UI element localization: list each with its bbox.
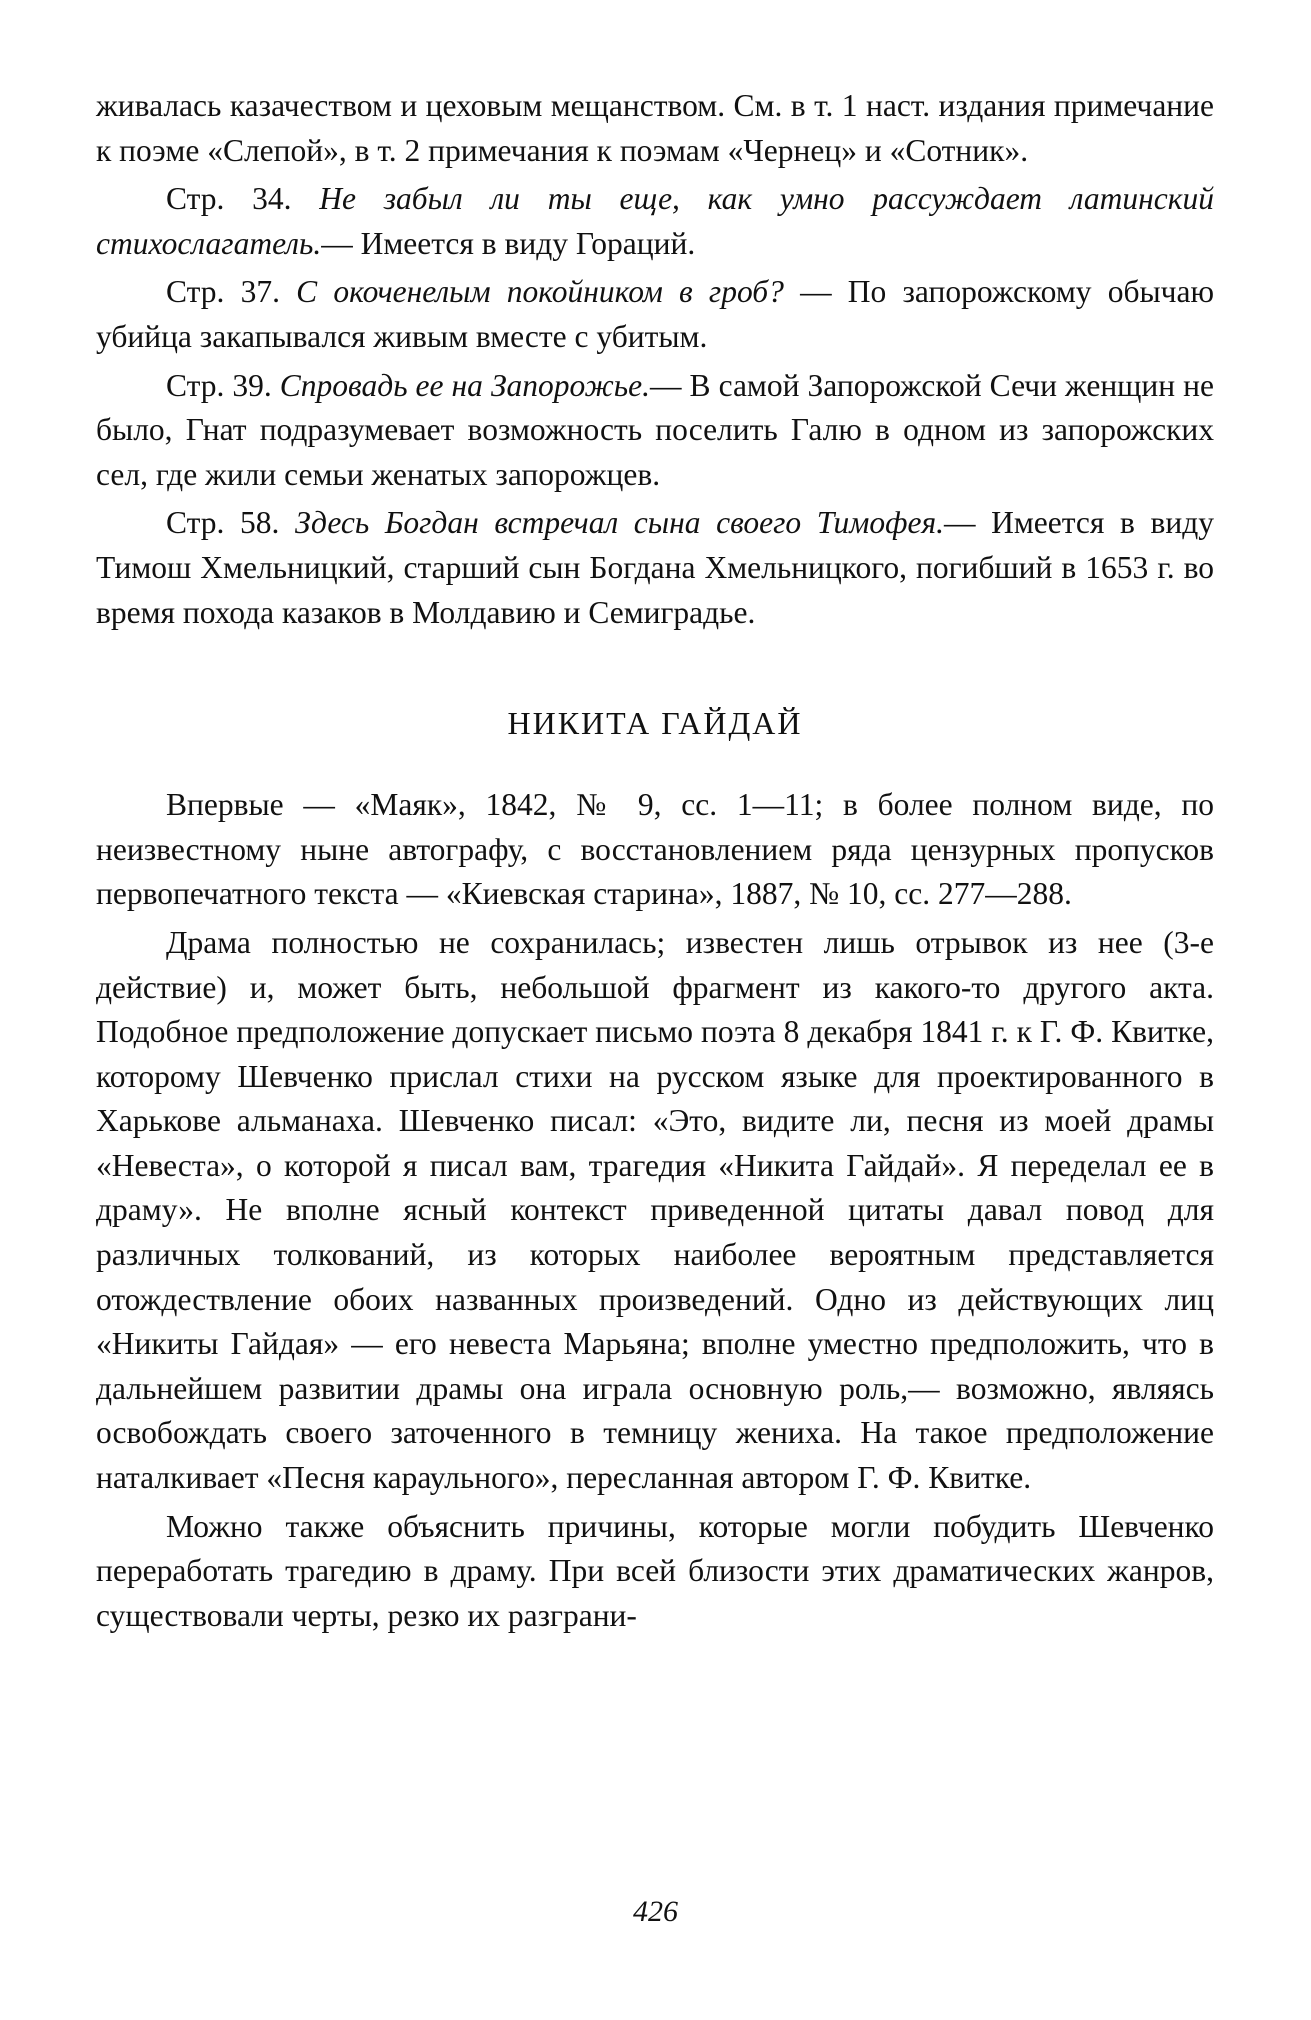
note-paragraph [96, 177, 1214, 266]
note-text: — В самой Запорожской Сечи женщин не было, Гнат подразумевает возможность поселить Галю в одном из запорожских сел, где жили семьи женатых запорожцев. [96, 367, 1215, 492]
note-ref: Стр. 37. [166, 274, 297, 310]
note-quote: Спровадь ее на Запорожье. [279, 367, 651, 403]
book-page [96, 84, 1214, 1638]
body-paragraph: Драма полностью не сохранилась; известен лишь отрывок из нее (3-е действие) и, может быть, небольшой фрагмент из какого-то другого акта. Подобное предположение допускает письмо поэта 8 декабря 1841 г. к Г. Ф. Квитке, которому Шевченко прислал стихи на русском языке для проектированного в Харькове альманаха. Шевченко писал: «Это, видите ли, песня из моей драмы «Невеста», о которой я писал вам, трагедия «Никита Гайдай». Я переделал ее в драму». Не вполне ясный контекст приведенной цитаты давал повод для различных толкований, из которых наиболее вероятным представляется отождествление обоих названных произведений. Одно из действующих лиц «Никиты Гайдая» — его невеста Марьяна; вполне уместно предположить, что в дальнейшем развитии драмы она играла основную роль,— возможно, являясь освобождать своего заточенного в темницу жениха. На такое предположение наталкивает «Песня караульного», пересланная автором Г. Ф. Квитке. [96, 924, 1214, 1496]
body-paragraph: Впервые — «Маяк», 1842, № 9, сс. 1—11; в более полном виде, по неизвестному ныне автографу, с восстановлением ряда цензурных пропусков первопечатного текста — «Киевская старина», 1887, № 10, сс. 277—288. [96, 787, 1214, 912]
note-text: — Имеется в виду Гораций. [321, 225, 696, 261]
page-number: 426 [633, 1895, 678, 1928]
note-ref: Стр. 39. [166, 367, 280, 403]
note-paragraph [96, 364, 1214, 498]
note-ref: Стр. 34. [166, 181, 320, 217]
section-title: НИКИТА ГАЙДАЙ [507, 705, 803, 742]
note-quote: Здесь Богдан встречал сына своего Тимофея. [294, 505, 944, 541]
note-quote: С окоченелым покойником в гроб? [296, 274, 784, 310]
note-ref: Стр. 58. [166, 505, 295, 541]
note-text: — Имеется в виду Тимош Хмельницкий, старший сын Богдана Хмельницкого, погибший в 1653 г. во время похода казаков в Молдавию и Семиградье. [96, 505, 1214, 630]
note-paragraph [96, 84, 1214, 173]
note-text: — По запорожскому обычаю убийца закапывался живым вместе с убитым. [96, 274, 1215, 354]
note-paragraph [96, 270, 1214, 359]
note-text: живалась казачеством и цеховым мещанством. См. в т. 1 наст. издания примечание к поэме «Слепой», в т. 2 примечания к поэмам «Чернец» и «Сотник». [96, 88, 1214, 168]
note-quote: Не забыл ли ты еще, как умно рассуждает латинский стихослагатель. [96, 181, 1215, 261]
body-paragraph: Можно также объяснить причины, которые могли побудить Шевченко переработать трагедию в драму. При всей близости этих драматических жанров, существовали черты, резко их разграни- [96, 1508, 1214, 1633]
note-paragraph [96, 501, 1214, 635]
